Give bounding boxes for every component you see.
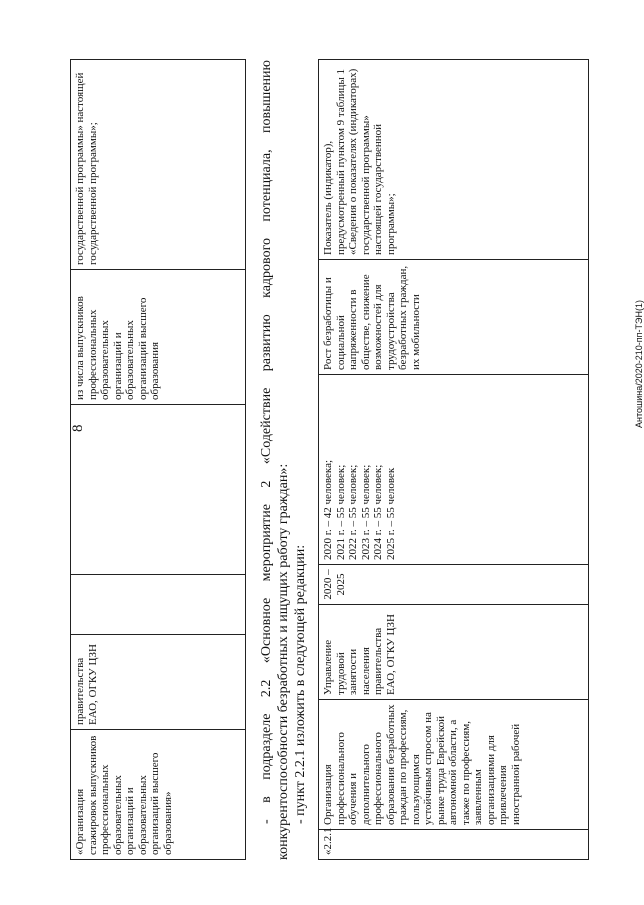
- paragraph: - в подразделе 2.2 «Основное мероприятие 2 «Содействие развитию кадрового потенциала, повышению конкурентоспособности безработных и ищущих работу граждан»:: [259, 60, 291, 860]
- table-cell: [71, 405, 246, 575]
- result-line: 2021 г. – 55 человек;: [334, 464, 347, 560]
- table-bottom: [318, 59, 589, 860]
- measure-name: Организация профессионального обучения и дополнительного профессионального образования безработных граждан по профессиям, пользующимся устойчивым спросом на рынке труда Еврейской автономной области, а также по профессиям, заявленным организациями для привлечения иностранной рабочей: [319, 700, 589, 830]
- period: 2020 – 2025: [319, 565, 589, 605]
- table-row: [71, 60, 246, 860]
- table-cell: из числа выпускников профессиональных образовательных организаций и образовательных организаций высшего образования: [71, 270, 246, 405]
- indicator: Показатель (индикатор), предусмотренный пунктом 9 таблицы 1 «Сведения о показателях (индикаторах) государственной программы» настоящей государственной программы»;: [319, 60, 589, 260]
- document-code: Антошина/2020-210-пп-ТЭН(1): [634, 300, 644, 428]
- expected-result: [319, 375, 589, 565]
- consequence: Рост безработицы и социальной напряженности в обществе, снижение возможностей для трудоустройства безработных граждан, их мобильности: [319, 260, 589, 375]
- rotated-document: [60, 60, 600, 860]
- paragraph: - пункт 2.2.1 изложить в следующей редакции:: [293, 544, 308, 824]
- executor: Управление трудовой занятости населения правительства ЕАО, ОГКУ ЦЗН: [319, 605, 589, 700]
- result-line: 2022 г. – 55 человек;: [347, 464, 359, 560]
- body-text: [258, 60, 309, 860]
- page-number: 8: [70, 424, 86, 432]
- result-line: 2023 г. – 55 человек;: [359, 464, 372, 560]
- table-cell: государственной программы» настоящей государственной программы»;: [71, 60, 246, 270]
- result-line: 2025 г. – 55 человек: [384, 467, 397, 560]
- table-cell: правительства ЕАО, ОГКУ ЦЗН: [71, 635, 246, 730]
- result-line: 2024 г. – 55 человек;: [372, 464, 384, 560]
- table-top: [70, 59, 246, 860]
- row-number: «2.2.1: [319, 830, 589, 860]
- table-cell: «Организация стажировок выпускников профессиональных образовательных организаций и образовательных организаций высшего образования»: [71, 730, 246, 860]
- table-row: [319, 60, 589, 860]
- table-cell: [71, 575, 246, 635]
- result-line: 2020 г. – 42 человека;: [322, 459, 334, 560]
